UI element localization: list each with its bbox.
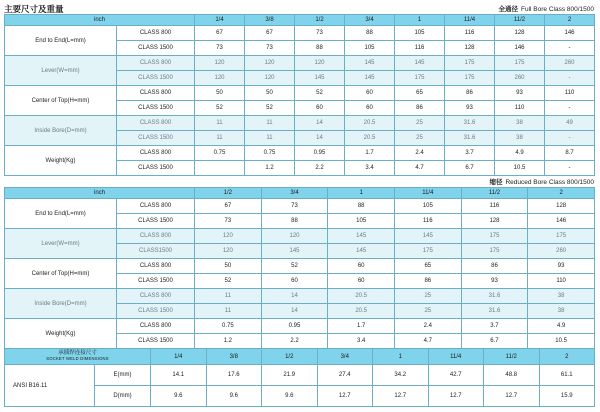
size-header: 2 [528, 188, 595, 199]
table-cell: 3.4 [328, 334, 395, 349]
inch-header: inch [5, 15, 195, 26]
table-cell: 8.7 [545, 146, 595, 161]
size-header: 3/4 [261, 188, 328, 199]
table-cell: 52 [261, 259, 328, 274]
table-cell: 60 [328, 274, 395, 289]
table-cell: 12.7 [373, 386, 429, 407]
table-cell: 120 [195, 56, 245, 71]
class-label: CLASS 1500 [117, 214, 195, 229]
table-cell: 146 [528, 214, 595, 229]
table-cell: 105 [345, 41, 395, 56]
row-group-label: End to End(L=mm) [5, 199, 117, 229]
table-cell: 4.9 [528, 319, 595, 334]
table-cell: 260 [545, 56, 595, 71]
table-cell: 11 [245, 116, 295, 131]
table-cell: 0.95 [295, 146, 345, 161]
row-group-label: Center of Top(H=mm) [5, 259, 117, 289]
class-label: CLASS 800 [117, 26, 195, 41]
size-header: 2 [545, 15, 595, 26]
table-cell: 1.7 [345, 146, 395, 161]
table-cell: 128 [495, 26, 545, 41]
table-cell: 60 [295, 101, 345, 116]
table-cell: 34.2 [373, 365, 429, 386]
table-cell: 14 [261, 304, 328, 319]
table-row [5, 319, 595, 334]
table-cell: 2.4 [394, 319, 461, 334]
table-cell: 14.1 [151, 365, 207, 386]
size-header: 1/4 [151, 349, 207, 365]
table-cell: 120 [295, 56, 345, 71]
table-cell: 20.5 [345, 116, 395, 131]
class-label: CLASS 800 [117, 289, 195, 304]
table-cell: 31.6 [461, 289, 528, 304]
class-label: CLASS 800 [117, 319, 195, 334]
table-cell: 25 [394, 289, 461, 304]
table-cell: 27.4 [317, 365, 373, 386]
class-label: CLASS 1500 [117, 334, 195, 349]
table-cell: 38 [528, 289, 595, 304]
table-cell: 4.7 [394, 334, 461, 349]
table-cell: 10.5 [528, 334, 595, 349]
table-cell: 0.75 [195, 146, 245, 161]
table-cell: 4.9 [495, 146, 545, 161]
table-cell: 110 [528, 274, 595, 289]
table-cell: 11 [195, 131, 245, 146]
table-cell: 4.7 [395, 161, 445, 176]
reduced-bore-caption [489, 177, 594, 186]
table-cell: - [545, 101, 595, 116]
table-cell: 175 [495, 56, 545, 71]
table-cell: 2.2 [261, 334, 328, 349]
row-group-label: Weight(Kg) [5, 319, 117, 349]
row-group-label: Lever(W=mm) [5, 229, 117, 259]
size-header: 1 [373, 349, 429, 365]
table-cell: 260 [528, 244, 595, 259]
socket-weld-header-cn: 承插焊连接尺寸 [58, 350, 97, 357]
table-row [5, 199, 595, 214]
table-cell: 105 [395, 26, 445, 41]
table-cell: 175 [394, 244, 461, 259]
table-cell: 145 [328, 229, 395, 244]
class-label: D(mm) [95, 386, 151, 407]
table-cell: 88 [261, 214, 328, 229]
table-cell: 1.2 [245, 161, 295, 176]
page-title: 主要尺寸及重量 [4, 4, 64, 14]
size-header: 1/2 [295, 15, 345, 26]
table-cell: 52 [195, 101, 245, 116]
inch-header: inch [5, 188, 195, 199]
table-cell: 12.7 [317, 386, 373, 407]
table-cell: 120 [245, 71, 295, 86]
table-cell: 145 [261, 244, 328, 259]
table-row [5, 365, 595, 386]
row-group-label: Inside Bore(D=mm) [5, 289, 117, 319]
table-cell: 11 [195, 289, 262, 304]
table-cell: 86 [395, 101, 445, 116]
size-header: 3/4 [317, 349, 373, 365]
table-cell: 110 [545, 86, 595, 101]
table-cell: 175 [461, 244, 528, 259]
table-cell: 146 [545, 26, 595, 41]
table-cell: 65 [395, 86, 445, 101]
table-cell: 116 [461, 199, 528, 214]
table-cell: 146 [495, 41, 545, 56]
table-cell: 11 [245, 131, 295, 146]
size-header: 11/4 [394, 188, 461, 199]
table-cell: 145 [345, 71, 395, 86]
row-group-label: End to End(L=mm) [5, 26, 117, 56]
table-cell: - [545, 71, 595, 86]
table-cell: 128 [528, 199, 595, 214]
table-cell: 48.8 [484, 365, 540, 386]
table-cell: 52 [195, 274, 262, 289]
table-cell: 3.7 [445, 146, 495, 161]
table-cell: 1.2 [195, 334, 262, 349]
table-cell: 2.2 [295, 161, 345, 176]
table-row [5, 259, 595, 274]
table-cell: 6.7 [445, 161, 495, 176]
table-cell: 38 [495, 116, 545, 131]
table-cell: 50 [195, 86, 245, 101]
table-cell: 6.7 [461, 334, 528, 349]
table-cell: 145 [328, 244, 395, 259]
table-cell: 0.95 [261, 319, 328, 334]
table-cell: 86 [461, 259, 528, 274]
table-cell: 145 [345, 56, 395, 71]
size-header: 1 [395, 15, 445, 26]
size-header: 1/2 [195, 188, 262, 199]
table-cell: 145 [395, 56, 445, 71]
socket-weld-header [5, 349, 151, 365]
size-header: 3/8 [206, 349, 262, 365]
full-bore-caption [499, 4, 595, 13]
class-label: CLASS 800 [117, 259, 195, 274]
class-label: CLASS 800 [117, 229, 195, 244]
table-cell: - [545, 41, 595, 56]
reduced-bore-table [4, 187, 595, 349]
table-cell: 175 [395, 71, 445, 86]
class-label: CLASS1500 [117, 244, 195, 259]
table-cell: 61.1 [539, 365, 595, 386]
table-cell: 145 [394, 229, 461, 244]
table-cell: 50 [195, 259, 262, 274]
row-group-label: Weight(Kg) [5, 146, 117, 176]
socket-weld-header-en: SOCKET WELD DIMENSIONS [46, 356, 109, 362]
table-cell: 38 [528, 304, 595, 319]
size-header: 1/4 [195, 15, 245, 26]
table-cell: 67 [195, 199, 262, 214]
table-cell: 86 [394, 274, 461, 289]
table-cell: 65 [394, 259, 461, 274]
full-bore-caption-cn: 全通径 [498, 6, 518, 13]
table-cell: 52 [295, 86, 345, 101]
full-bore-caption-en: Full Bore Class 800/1500 [521, 6, 594, 13]
table-cell: 128 [445, 41, 495, 56]
table-cell: 9.6 [151, 386, 207, 407]
table-cell: 120 [195, 229, 262, 244]
class-label: CLASS 800 [117, 199, 195, 214]
table-cell: - [545, 161, 595, 176]
table-cell: 31.6 [461, 304, 528, 319]
reduced-bore-caption-cn: 缩径 [489, 179, 503, 186]
table-cell: 120 [261, 229, 328, 244]
table-cell: 25 [394, 304, 461, 319]
table-cell: 116 [394, 214, 461, 229]
table-cell: 88 [345, 26, 395, 41]
table-cell: 42.7 [428, 365, 484, 386]
table-cell [195, 161, 245, 176]
table-cell: 60 [261, 274, 328, 289]
size-header: 11/2 [484, 349, 540, 365]
table-cell: 12.7 [428, 386, 484, 407]
size-header: 3/8 [245, 15, 295, 26]
table-cell: 73 [195, 41, 245, 56]
table-cell: 88 [328, 199, 395, 214]
class-label: CLASS 1500 [117, 274, 195, 289]
table-cell: 120 [195, 244, 262, 259]
table-cell: 88 [295, 41, 345, 56]
header-row [5, 15, 595, 26]
class-label: CLASS 800 [117, 56, 195, 71]
table-cell: 93 [495, 86, 545, 101]
size-header: 1 [328, 188, 395, 199]
table-cell: 73 [261, 199, 328, 214]
size-header: 11/2 [495, 15, 545, 26]
table-cell: 14 [295, 116, 345, 131]
table-cell: 11 [195, 116, 245, 131]
table-cell: 14 [295, 131, 345, 146]
table-cell: 73 [245, 41, 295, 56]
table-cell: 116 [445, 26, 495, 41]
class-label: CLASS 800 [117, 86, 195, 101]
table-cell: 73 [195, 214, 262, 229]
table-cell: 60 [345, 101, 395, 116]
table-cell: 25 [395, 131, 445, 146]
table-cell: 38 [495, 131, 545, 146]
table-cell: 93 [461, 274, 528, 289]
table-cell: 3.4 [345, 161, 395, 176]
class-label: CLASS 1500 [117, 101, 195, 116]
table-cell: 20.5 [328, 289, 395, 304]
size-header: 3/4 [345, 15, 395, 26]
table-cell: 175 [445, 71, 495, 86]
table-cell: 20.5 [328, 304, 395, 319]
table-cell: 175 [528, 229, 595, 244]
table-cell: 93 [445, 101, 495, 116]
table-cell: 120 [245, 56, 295, 71]
table-row [5, 56, 595, 71]
table-cell: 116 [395, 41, 445, 56]
table-cell: 20.5 [345, 131, 395, 146]
table-cell: 73 [295, 26, 345, 41]
table-cell: 175 [461, 229, 528, 244]
class-label: CLASS 1500 [117, 131, 195, 146]
table-row [5, 116, 595, 131]
table-cell: 110 [495, 101, 545, 116]
table-row [5, 26, 595, 41]
table-cell: 2.4 [395, 146, 445, 161]
table-cell: 10.5 [495, 161, 545, 176]
size-header: 2 [539, 349, 595, 365]
class-label: CLASS 1500 [117, 41, 195, 56]
table-row [5, 86, 595, 101]
socket-weld-table [4, 348, 595, 407]
table-cell: 9.6 [262, 386, 318, 407]
table-cell: 50 [245, 86, 295, 101]
table-cell: 21.9 [262, 365, 318, 386]
table-cell: 67 [245, 26, 295, 41]
table-cell: 11 [195, 304, 262, 319]
table-cell: 1.7 [328, 319, 395, 334]
reduced-bore-caption-en: Reduced Bore Class 800/1500 [505, 179, 594, 186]
table-cell: 60 [345, 86, 395, 101]
table-cell: 260 [495, 71, 545, 86]
table-cell: 105 [394, 199, 461, 214]
table-row [5, 289, 595, 304]
class-label: E(mm) [95, 365, 151, 386]
size-header: 1/2 [262, 349, 318, 365]
header-row [5, 349, 595, 365]
table-cell: 120 [195, 71, 245, 86]
header-row [5, 188, 595, 199]
table-cell: 12.7 [484, 386, 540, 407]
class-label: CLASS 1500 [117, 161, 195, 176]
row-group-label: Center of Top(H=mm) [5, 86, 117, 116]
table-row [5, 229, 595, 244]
table-cell: 15.9 [539, 386, 595, 407]
class-label: CLASS 1500 [117, 304, 195, 319]
table-cell: 60 [328, 259, 395, 274]
table-cell: 49 [545, 116, 595, 131]
table-cell: 9.6 [206, 386, 262, 407]
table-cell: - [545, 131, 595, 146]
class-label: CLASS 800 [117, 116, 195, 131]
table-cell: 52 [245, 101, 295, 116]
class-label: CLASS 800 [117, 146, 195, 161]
table-cell: 93 [528, 259, 595, 274]
row-group-label: Inside Bore(D=mm) [5, 116, 117, 146]
row-group-label: Lever(W=mm) [5, 56, 117, 86]
size-header: 11/2 [461, 188, 528, 199]
full-bore-table [4, 14, 595, 176]
table-cell: 175 [445, 56, 495, 71]
table-cell: 17.6 [206, 365, 262, 386]
size-header: 11/4 [428, 349, 484, 365]
table-cell: 86 [445, 86, 495, 101]
table-cell: 31.6 [445, 131, 495, 146]
table-cell: 25 [395, 116, 445, 131]
table-cell: 128 [461, 214, 528, 229]
table-cell: 31.6 [445, 116, 495, 131]
standard-label: ANSI B16.11 [5, 365, 95, 407]
table-cell: 3.7 [461, 319, 528, 334]
table-row [5, 146, 595, 161]
table-cell: 0.75 [245, 146, 295, 161]
class-label: CLASS 1500 [117, 71, 195, 86]
table-cell: 14 [261, 289, 328, 304]
table-cell: 145 [295, 71, 345, 86]
table-cell: 0.75 [195, 319, 262, 334]
table-cell: 105 [328, 214, 395, 229]
table-cell: 67 [195, 26, 245, 41]
size-header: 11/4 [445, 15, 495, 26]
